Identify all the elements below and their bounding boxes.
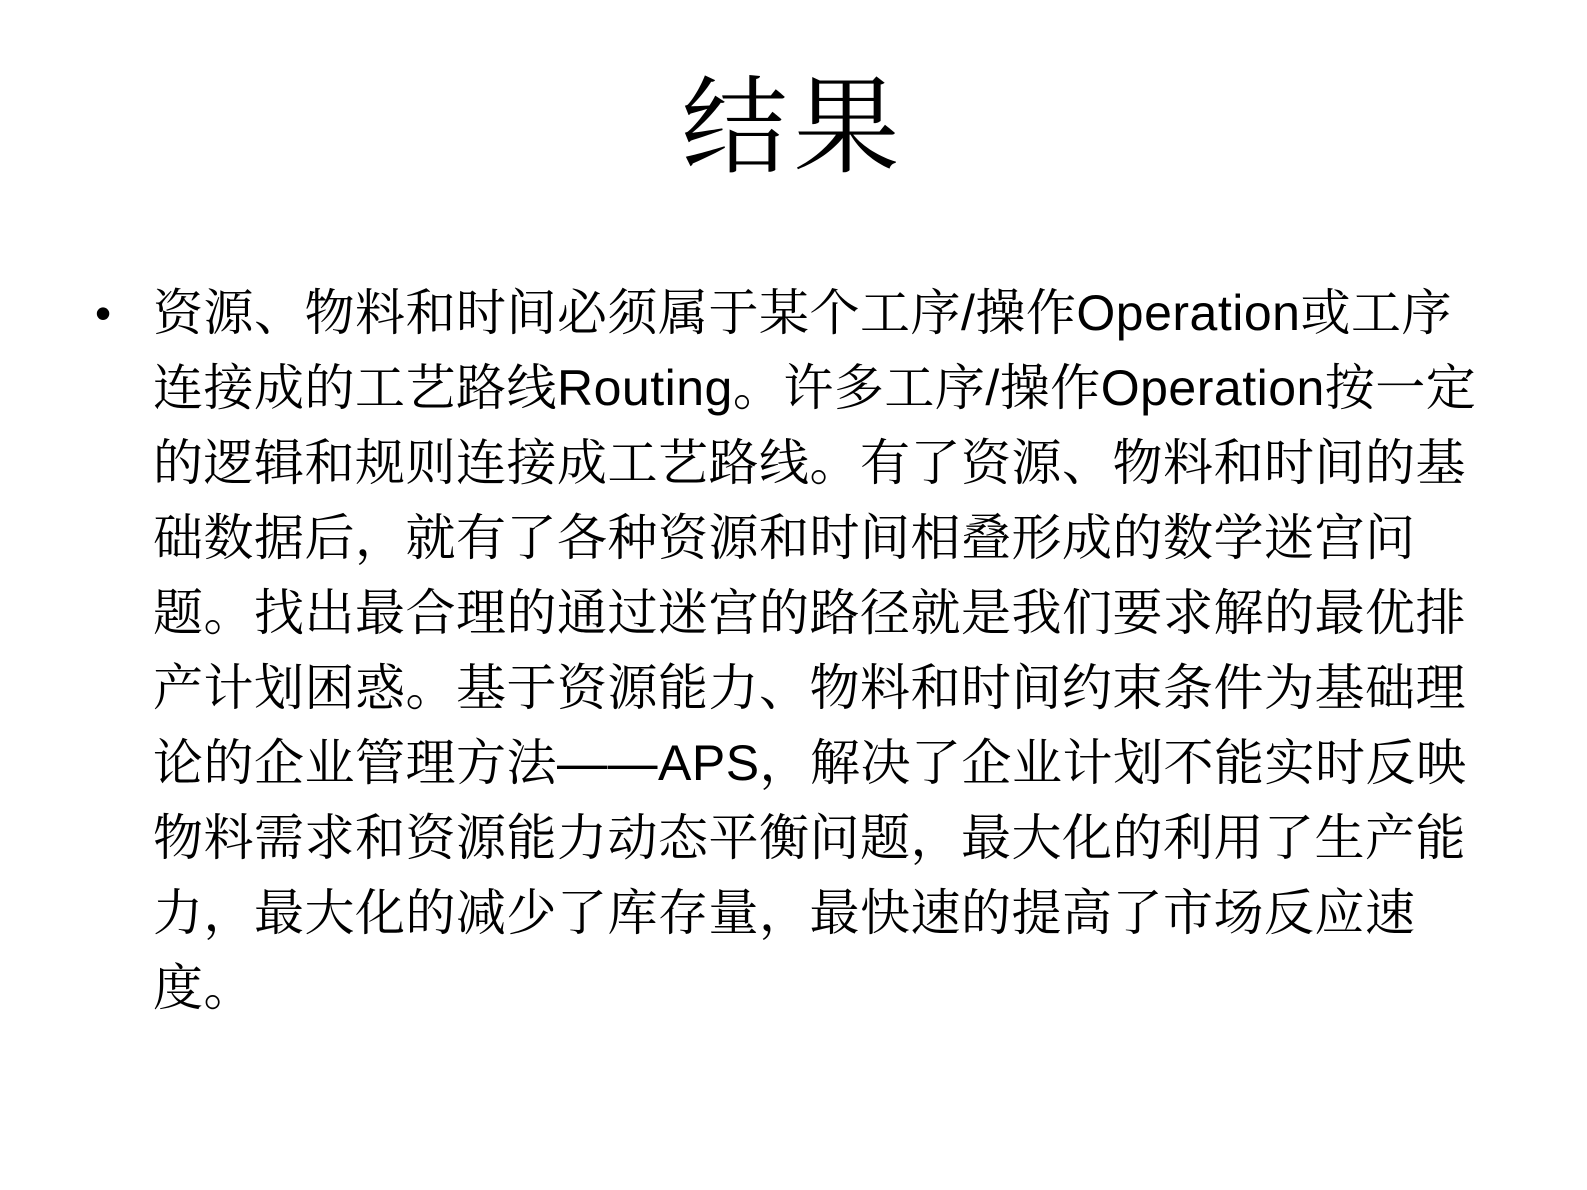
bullet-marker-icon: •: [95, 287, 112, 339]
slide-body: [95, 276, 1485, 1026]
slide-title: 结果: [681, 69, 906, 187]
bullet-list-item: [95, 276, 1485, 1026]
bullet-paragraph: 资源、物料和时间必须属于某个工序/操作Operation或工序连接成的工艺路线Routing。许多工序/操作Operation按一定的逻辑和规则连接成工艺路线。有了资源、物料和时间的基础数据后，就有了各种资源和时间相叠形成的数学迷宫问题。找出最合理的通过迷宫的路径就是我们要求解的最优排产计划困惑。基于资源能力、物料和时间约束条件为基础理论的企业管理方法——APS，解决了企业计划不能实时反映物料需求和资源能力动态平衡问题，最大化的利用了生产能力，最大化的减少了库存量，最快速的提高了市场反应速度。: [153, 285, 1477, 1016]
